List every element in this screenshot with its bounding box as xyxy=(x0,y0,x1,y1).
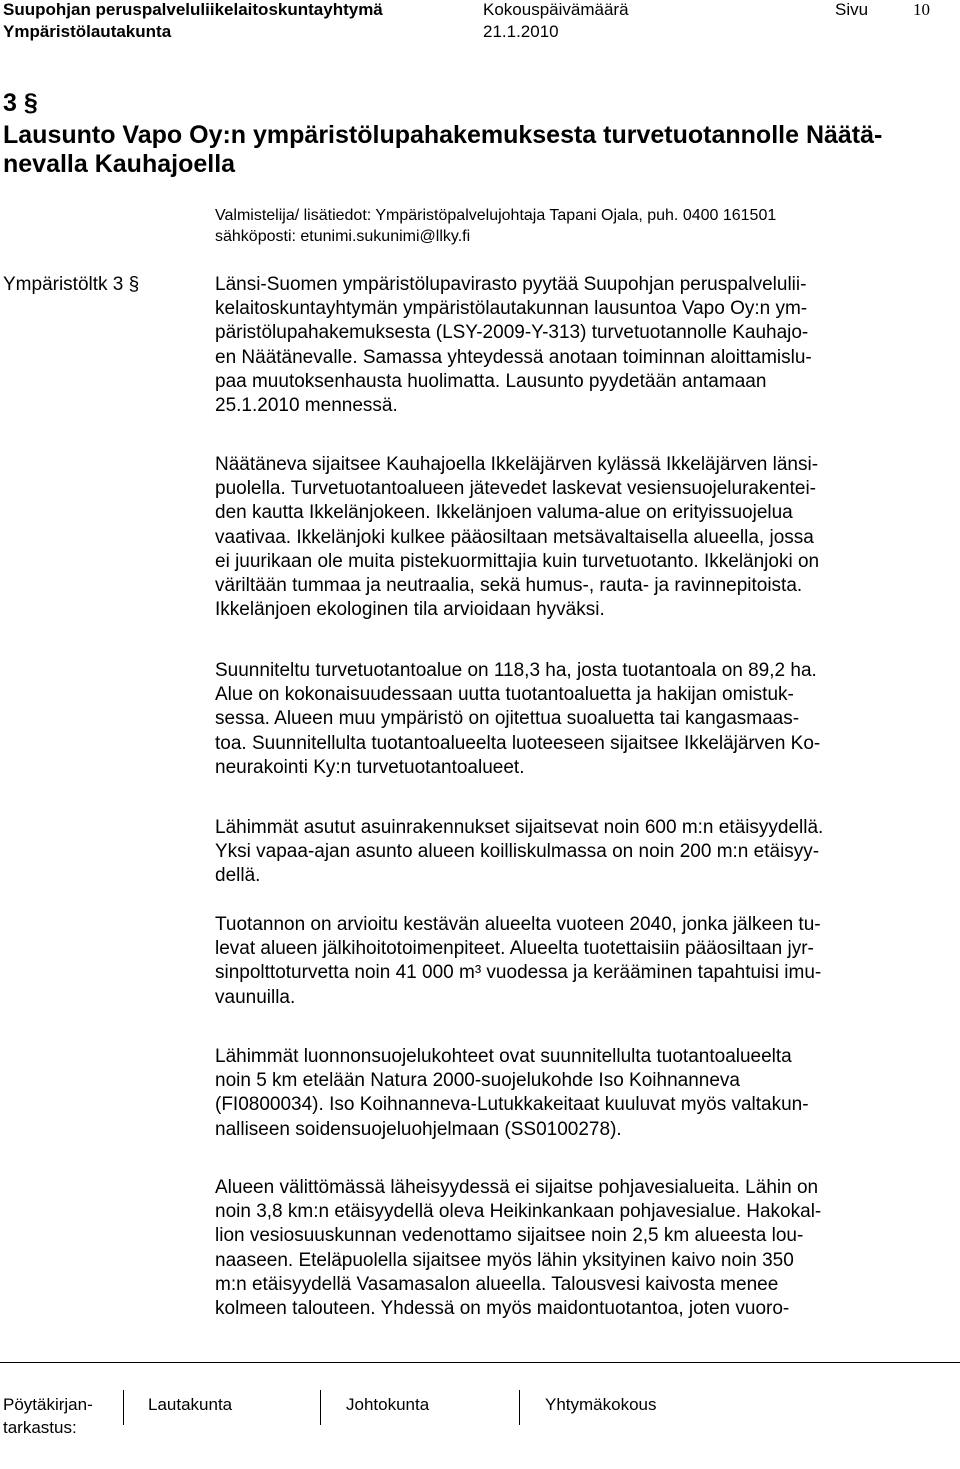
footer-separator xyxy=(320,1390,321,1425)
paragraph-line: noin 3,8 km:n etäisyydellä oleva Heikinkankaan pohjavesialue. Hakokal- xyxy=(215,1201,822,1223)
paragraph-line: dellä. xyxy=(215,865,261,887)
paragraph-line: Alueen välittömässä läheisyydessä ei sijaitse pohjavesialueita. Lähin on xyxy=(215,1177,819,1198)
paragraph-1 xyxy=(215,273,812,418)
paragraph-4 xyxy=(215,816,823,889)
paragraph-line: 25.1.2010 mennessä. xyxy=(215,394,398,416)
paragraph-line: levat alueen jälkihoitotoimenpiteet. Alueelta tuotettaisiin pääosiltaan jyr- xyxy=(215,938,814,960)
footer-divider xyxy=(0,1362,960,1363)
paragraph-line: ei juurikaan ole muita pistekuormittajia kuin turvetuotanto. Ikkelänjoki on xyxy=(215,550,820,572)
footer-review-line-2: tarkastus: xyxy=(3,1418,77,1437)
paragraph-2 xyxy=(215,453,819,622)
footer-separator xyxy=(519,1390,520,1425)
paragraph-line: nalliseen soidensuojeluohjelmaan (SS0100278). xyxy=(215,1118,622,1140)
paragraph-line: kelaitoskuntayhtymän ympäristölautakunnan lausuntoa Vapo Oy:n ym- xyxy=(215,298,808,320)
paragraph-line: Lähimmät asutut asuinrakennukset sijaitsevat noin 600 m:n etäisyydellä. xyxy=(215,817,824,838)
paragraph-line: naaseen. Eteläpuolella sijaitsee myös lähin yksityinen kaivo noin 350 xyxy=(215,1249,794,1271)
paragraph-line: neurakointi Ky:n turvetuotantoalueet. xyxy=(215,756,525,778)
paragraph-line: lion vesiosuuskunnan vedenottamo sijaitsee noin 2,5 km alueesta lou- xyxy=(215,1225,804,1247)
paragraph-line: Tuotannon on arvioitu kestävän alueelta vuoteen 2040, jonka jälkeen tu- xyxy=(215,914,821,935)
footer-board: Lautakunta xyxy=(148,1395,233,1414)
footer-management: Johtokunta xyxy=(346,1395,430,1414)
paragraph-line: m:n etäisyydellä Vasamasalon alueella. Talousvesi kaivosta menee xyxy=(215,1273,779,1295)
paragraph-line: den kautta Ikkelänjokeen. Ikkelänjoen valuma-alue on erityissuojelua xyxy=(215,502,793,524)
header-date: 21.1.2010 xyxy=(483,22,559,41)
paragraph-line: Suunniteltu turvetuotantoalue on 118,3 ha, josta tuotantoala on 89,2 ha. xyxy=(215,660,817,681)
header-committee: Ympäristölautakunta xyxy=(3,22,172,41)
paragraph-line: Näätäneva sijaitsee Kauhajoella Ikkeläjärven kylässä Ikkeläjärven länsi- xyxy=(215,454,819,475)
header-org: Suupohjan peruspalveluliikelaitoskuntayhtymä xyxy=(3,0,383,19)
preparer-line-2: sähköposti: etunimi.sukunimi@llky.fi xyxy=(215,228,471,245)
paragraph-line: vaunuilla. xyxy=(215,986,296,1008)
paragraph-line: noin 5 km etelään Natura 2000-suojelukohde Iso Koihnanneva xyxy=(215,1070,740,1092)
paragraph-line: päristölupahakemuksesta (LSY-2009-Y-313) turvetuotannolle Kauhajo- xyxy=(215,322,809,344)
side-label: Ympäristöltk 3 § xyxy=(3,274,140,295)
header-meeting-date-label: Kokouspäivämäärä xyxy=(483,0,629,19)
paragraph-line: paa muutoksenhausta huolimatta. Lausunto pyydetään antamaan xyxy=(215,370,767,392)
paragraph-line: toa. Suunnitellulta tuotantoalueelta luoteeseen sijaitsee Ikkeläjärven Ko- xyxy=(215,732,821,754)
paragraph-line: puolella. Turvetuotantoalueen jätevedet laskevat vesiensuojelurakentei- xyxy=(215,478,817,500)
paragraph-6 xyxy=(215,1045,809,1142)
paragraph-line: (FI0800034). Iso Koihnanneva-Lutukkakeitaat kuuluvat myös valtakun- xyxy=(215,1094,809,1116)
header-page-label: Sivu xyxy=(835,0,869,19)
paragraph-line: vaativaa. Ikkelänjoki kulkee pääosiltaan metsävaltaisella alueella, jossa xyxy=(215,526,814,548)
paragraph-7 xyxy=(215,1176,821,1321)
footer-separator xyxy=(123,1390,124,1425)
header-page-number: 10 xyxy=(913,0,930,19)
preparer-line-1: Valmistelija/ lisätiedot: Ympäristöpalvelujohtaja Tapani Ojala, puh. 0400 161501 xyxy=(215,207,777,224)
footer-review-line-1: Pöytäkirjan- xyxy=(3,1395,93,1414)
section-title-line-2: nevalla Kauhajoella xyxy=(3,150,236,178)
paragraph-line: väriltään tummaa ja neutraalia, sekä humus-, rauta- ja ravinnepitoista. xyxy=(215,574,803,596)
paragraph-line: Alue on kokonaisuudessaan uutta tuotantoaluetta ja hakijan omistuk- xyxy=(215,684,794,706)
footer-federation-meeting: Yhtymäkokous xyxy=(545,1395,657,1414)
paragraph-line: en Näätänevalle. Samassa yhteydessä anotaan toiminnan aloittamislu- xyxy=(215,346,812,368)
paragraph-line: Ikkelänjoen ekologinen tila arvioidaan hyväksi. xyxy=(215,599,605,621)
paragraph-line: sessa. Alueen muu ympäristö on ojitettua suoaluetta tai kangasmaas- xyxy=(215,708,800,730)
paragraph-line: kolmeen talouteen. Yhdessä on myös maidontuotantoa, joten vuoro- xyxy=(215,1297,790,1319)
paragraph-line: Yksi vapaa-ajan asunto alueen koilliskulmassa on noin 200 m:n etäisyy- xyxy=(215,841,820,863)
paragraph-line: Länsi-Suomen ympäristölupavirasto pyytää Suupohjan peruspalvelulii- xyxy=(215,274,807,295)
paragraph-line: sinpolttoturvetta noin 41 000 m³ vuodessa ja kerääminen tapahtuisi imu- xyxy=(215,962,822,984)
paragraph-5 xyxy=(215,913,821,1010)
paragraph-line: Lähimmät luonnonsuojelukohteet ovat suunnitellulta tuotantoalueelta xyxy=(215,1046,792,1067)
paragraph-3 xyxy=(215,659,820,780)
section-title-line-1: Lausunto Vapo Oy:n ympäristölupahakemuksesta turvetuotannolle Näätä- xyxy=(3,121,883,149)
section-number: 3 § xyxy=(3,89,38,117)
